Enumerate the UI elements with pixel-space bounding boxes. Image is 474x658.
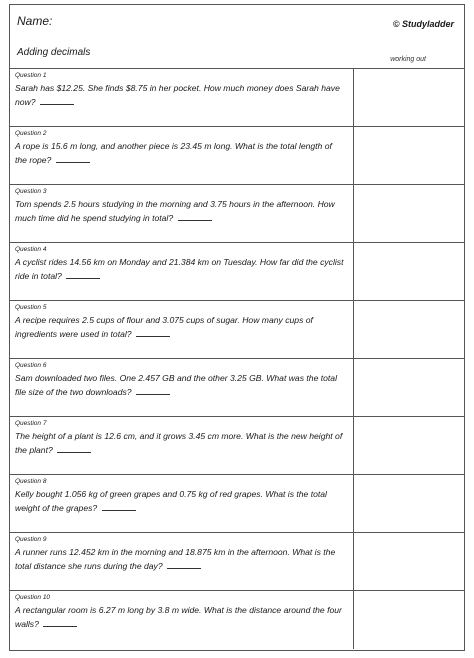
question-number: Question 1 [15, 72, 47, 79]
question-text: The height of a plant is 12.6 cm, and it grows 3.45 cm more. What is the new height of the plant? [15, 431, 343, 455]
question-row [10, 533, 464, 591]
question-content [15, 535, 345, 573]
question-number: Question 6 [15, 362, 47, 369]
question-text: Kelly bought 1.056 kg of green grapes and 0.75 kg of red grapes. What is the total weight of the grapes? [15, 489, 327, 513]
question-text: Tom spends 2.5 hours studying in the morning and 3.75 hours in the afternoon. How much time did he spend studying in total? [15, 199, 335, 223]
question-text-block [15, 603, 345, 631]
question-text: A runner runs 12.452 km in the morning and 18.875 km in the afternoon. What is the total distance she runs during the day? [15, 547, 336, 571]
answer-blank[interactable] [167, 560, 201, 569]
answer-blank[interactable] [56, 154, 90, 163]
worksheet-header [10, 5, 464, 69]
question-text: A rectangular room is 6.27 m long by 3.8 m wide. What is the distance around the four walls? [15, 605, 342, 629]
question-text-block [15, 371, 345, 399]
question-content [15, 361, 345, 399]
question-list [10, 69, 464, 649]
question-text-block [15, 255, 345, 283]
question-row [10, 185, 464, 243]
question-row [10, 475, 464, 533]
question-content [15, 477, 345, 515]
question-text-block [15, 487, 345, 515]
question-text-block [15, 545, 345, 573]
brand-label: © Studyladder [392, 19, 454, 29]
question-content [15, 593, 345, 631]
question-content [15, 187, 345, 225]
question-row [10, 69, 464, 127]
working-out-box[interactable] [353, 417, 464, 474]
working-out-box[interactable] [353, 127, 464, 184]
question-text: Sam downloaded two files. One 2.457 GB and the other 3.25 GB. What was the total file size of the two downloads? [15, 373, 337, 397]
worksheet-title: Adding decimals [17, 47, 91, 58]
question-text-block [15, 429, 345, 457]
answer-blank[interactable] [43, 618, 77, 627]
working-out-box[interactable] [353, 243, 464, 300]
question-content [15, 419, 345, 457]
question-text: A recipe requires 2.5 cups of flour and 3.075 cups of sugar. How many cups of ingredients were used in total? [15, 315, 313, 339]
question-row [10, 591, 464, 649]
question-number: Question 9 [15, 536, 47, 543]
question-text-block [15, 313, 345, 341]
answer-blank[interactable] [136, 328, 170, 337]
working-out-box[interactable] [353, 185, 464, 242]
working-out-box[interactable] [353, 301, 464, 358]
question-content [15, 71, 345, 109]
question-number: Question 7 [15, 420, 47, 427]
answer-blank[interactable] [136, 386, 170, 395]
question-number: Question 10 [15, 594, 51, 601]
question-row [10, 301, 464, 359]
answer-blank[interactable] [178, 212, 212, 221]
answer-blank[interactable] [66, 270, 100, 279]
question-row [10, 359, 464, 417]
question-content [15, 303, 345, 341]
working-out-label: working out [390, 56, 426, 63]
question-content [15, 129, 345, 167]
answer-blank[interactable] [57, 444, 91, 453]
question-row [10, 127, 464, 185]
question-row [10, 417, 464, 475]
name-label: Name: [17, 14, 53, 28]
question-text-block [15, 197, 345, 225]
question-number: Question 8 [15, 478, 47, 485]
working-out-box[interactable] [353, 591, 464, 649]
question-number: Question 4 [15, 246, 47, 253]
working-out-box[interactable] [353, 69, 464, 126]
worksheet [9, 4, 465, 651]
answer-blank[interactable] [40, 96, 74, 105]
question-row [10, 243, 464, 301]
question-text: A cyclist rides 14.56 km on Monday and 21.384 km on Tuesday. How far did the cyclist ride in total? [15, 257, 344, 281]
question-content [15, 245, 345, 283]
question-number: Question 5 [15, 304, 47, 311]
question-text-block [15, 139, 345, 167]
question-text: A rope is 15.6 m long, and another piece is 23.45 m long. What is the total length of the rope? [15, 141, 332, 165]
working-out-box[interactable] [353, 475, 464, 532]
working-out-box[interactable] [353, 359, 464, 416]
question-number: Question 2 [15, 130, 47, 137]
question-number: Question 3 [15, 188, 47, 195]
working-out-box[interactable] [353, 533, 464, 590]
question-text-block [15, 81, 345, 109]
answer-blank[interactable] [102, 502, 136, 511]
question-text: Sarah has $12.25. She finds $8.75 in her pocket. How much money does Sarah have now? [15, 83, 340, 107]
